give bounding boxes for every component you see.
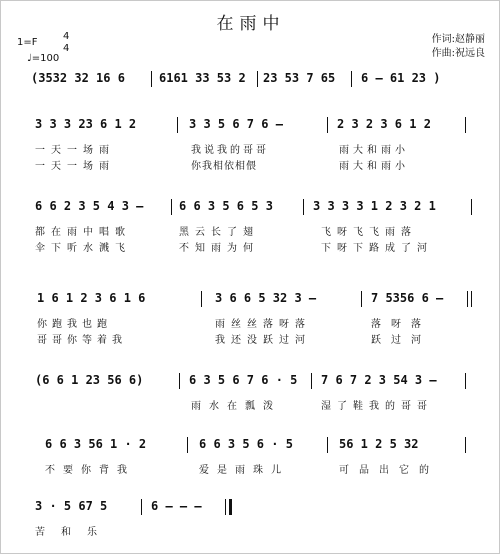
lyric: 可品出它的 (339, 465, 439, 475)
lyric-row-1 (1, 141, 500, 155)
measure: (6 6 1 23 56 6) (35, 373, 144, 387)
barline (171, 199, 172, 215)
lyric-row-2 (1, 331, 500, 345)
barline (467, 291, 468, 307)
lyric-row-2 (1, 239, 500, 253)
score-line-4 (1, 287, 500, 353)
notation-row (1, 287, 500, 313)
lyric: 雨水在瓢泼 (191, 401, 281, 411)
credits (432, 33, 485, 61)
barline (361, 291, 362, 307)
barline (471, 199, 472, 215)
time-signature-bottom: 4 (63, 43, 70, 54)
measure: (3532 32 16 6 (31, 71, 125, 85)
lyric: 一天一场雨 (35, 161, 115, 171)
barline (465, 373, 466, 389)
barline (177, 117, 178, 133)
song-title: 在雨中 (216, 14, 286, 34)
notation-row (1, 369, 500, 395)
lyric: 都在雨中唱歌 (35, 227, 131, 237)
measure: 7 6 7 2 3 54 3 – (321, 373, 437, 387)
measure: 6 6 3 5 6 · 5 (199, 437, 293, 451)
measure: 6 3 5 6 7 6 · 5 (189, 373, 298, 387)
measure: 56 1 2 5 32 (339, 437, 419, 451)
lyric: 落呀落 (371, 319, 431, 329)
measure: 3 3 5 6 7 6 – (189, 117, 283, 131)
score-line-6 (1, 433, 500, 483)
lyric-row-1 (1, 397, 500, 411)
lyricist-credit: 作词:赵静丽 (431, 34, 485, 45)
barline (465, 437, 466, 453)
lyric: 苦和乐 (35, 527, 113, 537)
measure: 6 6 2 3 5 4 3 – (35, 199, 144, 213)
measure: 1 6 1 2 3 6 1 6 (37, 291, 146, 305)
lyric-row-1 (1, 461, 500, 475)
lyric: 下呀下路成了河 (321, 243, 433, 253)
measure: 6161 33 53 2 (159, 71, 246, 85)
lyric-row-1 (1, 223, 500, 237)
lyric: 湿了鞋我的哥哥 (321, 401, 433, 411)
key-signature: 1=F (17, 37, 38, 48)
barline (311, 373, 312, 389)
final-barline (229, 499, 232, 515)
lyric: 你跑我也跑 (37, 319, 112, 329)
measure: 6 – – – (151, 499, 202, 513)
measure: 3 6 6 5 32 3 – (215, 291, 317, 305)
measure: 3 · 5 67 5 (35, 499, 108, 513)
barline (303, 199, 304, 215)
measure: 7 5356 6 – (371, 291, 444, 305)
lyric: 飞呀飞飞雨落 (321, 227, 417, 237)
lyric: 黑云长了翅 (179, 227, 259, 237)
barline (465, 117, 466, 133)
measure: 6 6 3 5 6 5 3 (179, 199, 273, 213)
notation-row (1, 67, 500, 93)
lyric: 你我相依相偎 (191, 161, 257, 171)
notation-row (1, 433, 500, 459)
barline (151, 71, 152, 87)
barline (257, 71, 258, 87)
notation-row (1, 495, 500, 521)
lyric: 不要你背我 (45, 465, 135, 475)
score-line-5 (1, 369, 500, 419)
score-line-2 (1, 113, 500, 179)
barline (201, 291, 202, 307)
barline (471, 291, 472, 307)
composer-credit: 作曲:祝远良 (431, 48, 485, 59)
lyric: 雨丝丝落呀落 (215, 319, 311, 329)
tempo-marking: ♩=100 (27, 53, 60, 64)
score-line-3 (1, 195, 500, 261)
measure: 23 53 7 65 (263, 71, 336, 85)
lyric: 跃过河 (371, 335, 431, 345)
lyric: 我还没跃过河 (215, 335, 311, 345)
lyric: 不知雨为何 (179, 243, 259, 253)
measure: 2 3 2 3 6 1 2 (337, 117, 431, 131)
lyric: 伞下听水溅飞 (35, 243, 131, 253)
lyric-row-2 (1, 157, 500, 171)
measure: 6 – 61 23 ) (361, 71, 441, 85)
measure: 3 3 3 23 6 1 2 (35, 117, 137, 131)
notation-row (1, 195, 500, 221)
lyric-row-1 (1, 315, 500, 329)
barline (141, 499, 142, 515)
lyric: 我说我的哥哥 (191, 145, 269, 155)
measure: 6 6 3 56 1 · 2 (45, 437, 147, 451)
barline (327, 437, 328, 453)
lyric: 一天一场雨 (35, 145, 115, 155)
score-line-1 (1, 67, 500, 97)
lyric: 雨大和雨小 (339, 161, 409, 171)
lyric-row-1 (1, 523, 500, 537)
notation-row (1, 113, 500, 139)
lyric: 爱是雨珠儿 (199, 465, 289, 475)
barline (179, 373, 180, 389)
barline (225, 499, 226, 515)
lyric: 雨大和雨小 (339, 145, 409, 155)
lyric: 哥哥你等着我 (37, 335, 127, 345)
score-line-7 (1, 495, 500, 545)
barline (187, 437, 188, 453)
barline (351, 71, 352, 87)
measure: 3 3 3 3 1 2 3 2 1 (313, 199, 436, 213)
time-signature-top: 4 (63, 31, 70, 42)
barline (327, 117, 328, 133)
